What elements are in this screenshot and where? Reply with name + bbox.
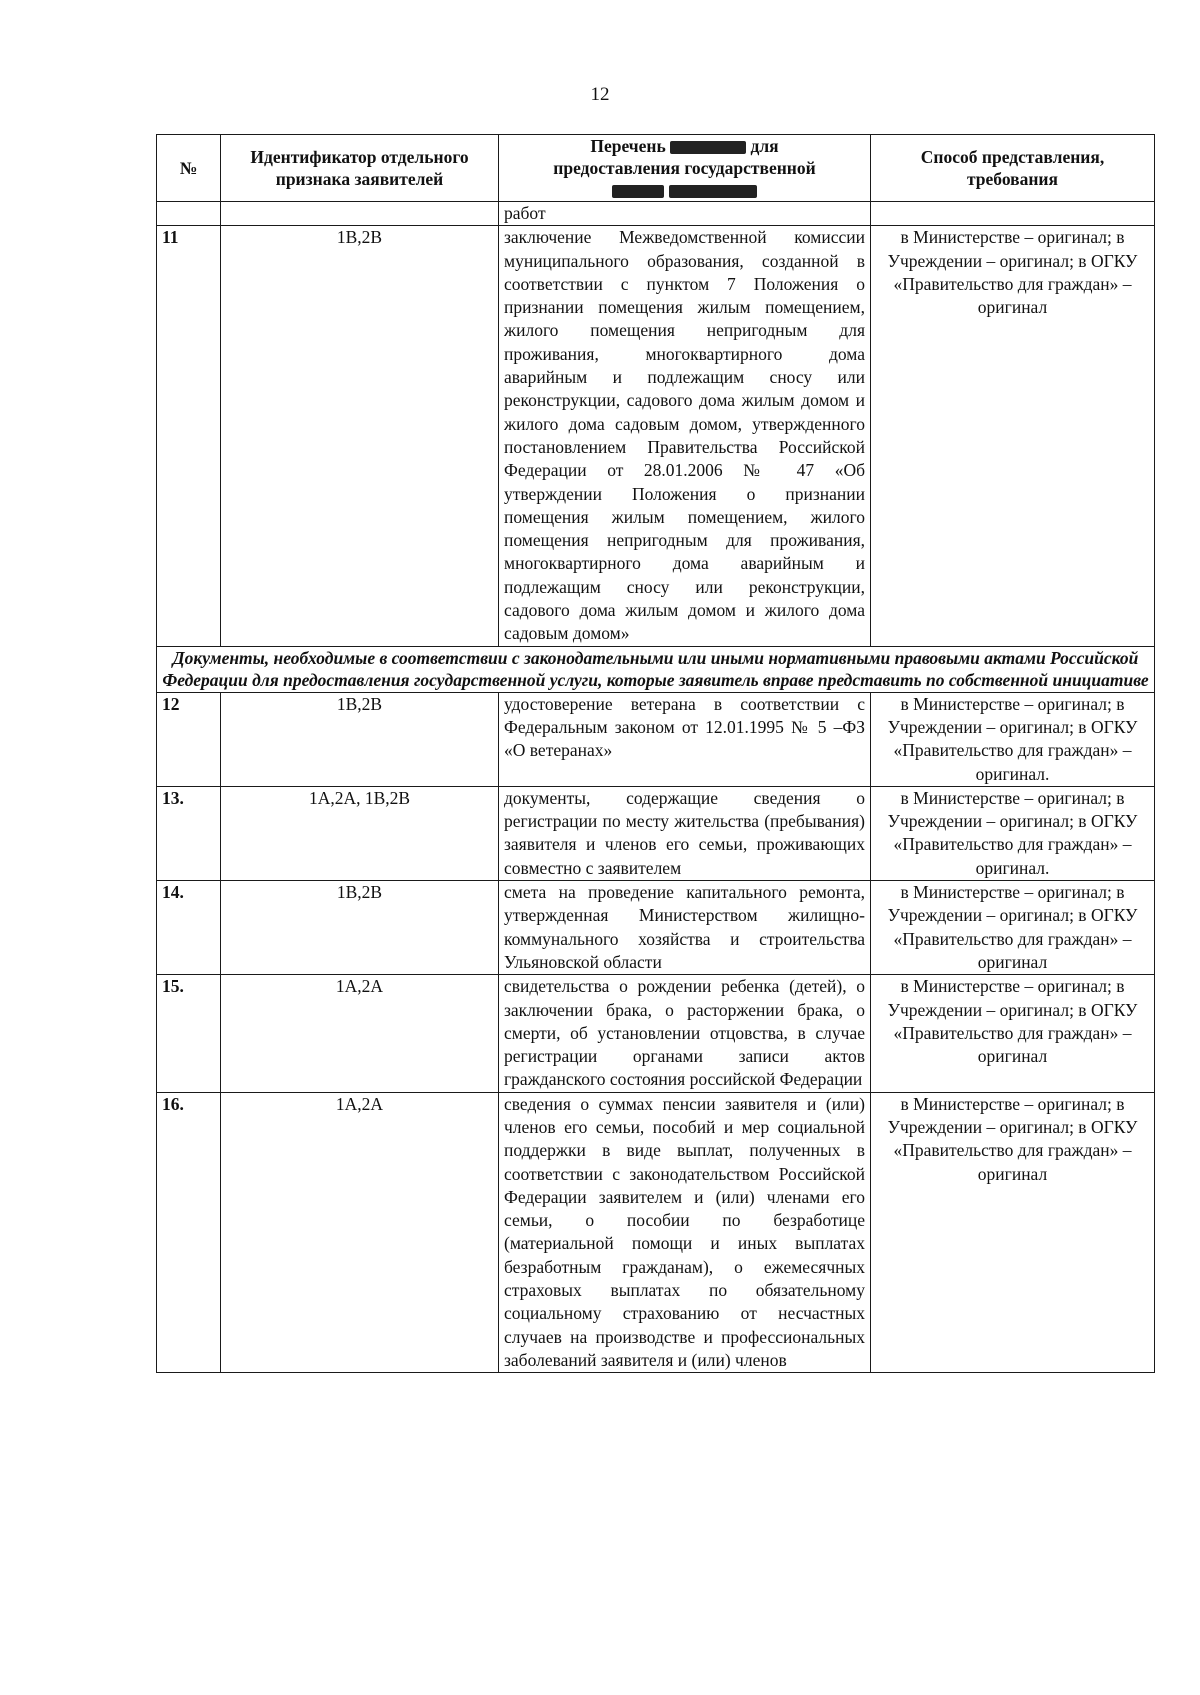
continued-method [871, 202, 1155, 226]
row-document: заключение Межведомственной комиссии муниципального образования, созданной в соответствии с пунктом 7 Положения о признании помещения жилым помещением, жилого помещения непригодным для проживания, многоквартирного дома аварийным и подлежащим сносу или реконструкции, садового дома жилым домом и жилого дома садовым домом, утвержденного постановлением Правительства Российской Федерации от 28.01.2006 № 47 «Об утверждении Положения о признании помещения жилым помещением, жилого помещения непригодным для проживания, многоквартирного дома аварийным и подлежащим сносу или реконструкции, садового дома жилым домом и жилого дома садовым домом» [499, 226, 871, 646]
redaction-mark [612, 185, 664, 198]
header-list-word: Перечень [590, 136, 666, 156]
row-document: документы, содержащие сведения о регистрации по месту жительства (пребывания) заявителя и членов его семьи, проживающих совместно с заявителем [499, 786, 871, 880]
row-number: 12 [157, 692, 221, 786]
row-method: в Министерстве – оригинал; в Учреждении – оригинал; в ОГКУ «Правительство для граждан» – оригинал [871, 1092, 1155, 1373]
redaction-mark [670, 141, 746, 154]
continued-row [157, 202, 1155, 226]
row-method: в Министерстве – оригинал; в Учреждении – оригинал; в ОГКУ «Правительство для граждан» – оригинал. [871, 786, 1155, 880]
row-document: свидетельства о рождении ребенка (детей), о заключении брака, о расторжении брака, о смерти, об установлении отцовства, в случае регистрации органами записи актов гражданского состояния российской Федерации [499, 975, 871, 1092]
table-row [157, 1092, 1155, 1373]
row-method: в Министерстве – оригинал; в Учреждении – оригинал; в ОГКУ «Правительство для граждан» – оригинал [871, 226, 1155, 646]
documents-table [156, 134, 1155, 1373]
row-identifier: 1А,2А, 1В,2В [221, 786, 499, 880]
row-number: 14. [157, 881, 221, 975]
row-document: удостоверение ветерана в соответствии с Федеральным законом от 12.01.1995 № 5 –ФЗ «О ветеранах» [499, 692, 871, 786]
section-row [157, 646, 1155, 692]
continued-text: работ [499, 202, 871, 226]
table-header-row [157, 135, 1155, 202]
continued-num [157, 202, 221, 226]
row-method: в Министерстве – оригинал; в Учреждении – оригинал; в ОГКУ «Правительство для граждан» – оригинал [871, 881, 1155, 975]
row-identifier: 1В,2В [221, 692, 499, 786]
row-document: смета на проведение капитального ремонта, утвержденная Министерством жилищно-коммунального хозяйства и строительства Ульяновской области [499, 881, 871, 975]
row-identifier: 1В,2В [221, 226, 499, 646]
row-method: в Министерстве – оригинал; в Учреждении – оригинал; в ОГКУ «Правительство для граждан» – оригинал [871, 975, 1155, 1092]
row-identifier: 1А,2А [221, 975, 499, 1092]
row-number: 15. [157, 975, 221, 1092]
row-identifier: 1В,2В [221, 881, 499, 975]
row-method: в Министерстве – оригинал; в Учреждении – оригинал; в ОГКУ «Правительство для граждан» – оригинал. [871, 692, 1155, 786]
section-heading: Документы, необходимые в соответствии с законодательными или иными нормативными правовыми актами Российской Федерации для предоставления государственной услуги, которые заявитель вправе представить по собственной инициативе [157, 646, 1155, 692]
header-list-line2: предоставления государственной [553, 158, 816, 178]
redaction-mark [669, 185, 757, 198]
table-row [157, 881, 1155, 975]
table-row [157, 692, 1155, 786]
header-list-for: для [750, 136, 779, 156]
header-number: № [157, 135, 221, 202]
row-document: сведения о суммах пенсии заявителя и (или) членов его семьи, пособий и мер социальной поддержки в виде выплат, полученных в соответствии с законодательством Российской Федерации заявителем и (или) членами его семьи, о пособии по безработице (материальной помощи и иных выплатах безработным гражданам), о ежемесячных страховых выплатах по обязательному социальному страхованию от несчастных случаев на производстве и профессиональных заболеваний заявителя и (или) членов [499, 1092, 871, 1373]
table-row [157, 786, 1155, 880]
table-row [157, 975, 1155, 1092]
header-identifier: Идентификатор отдельного признака заявителей [221, 135, 499, 202]
header-document-list [499, 135, 871, 202]
row-identifier: 1А,2А [221, 1092, 499, 1373]
continued-ident [221, 202, 499, 226]
page-number: 12 [590, 84, 610, 105]
row-number: 13. [157, 786, 221, 880]
row-number: 16. [157, 1092, 221, 1373]
row-number: 11 [157, 226, 221, 646]
table-row [157, 226, 1155, 646]
header-method: Способ представления, требования [871, 135, 1155, 202]
